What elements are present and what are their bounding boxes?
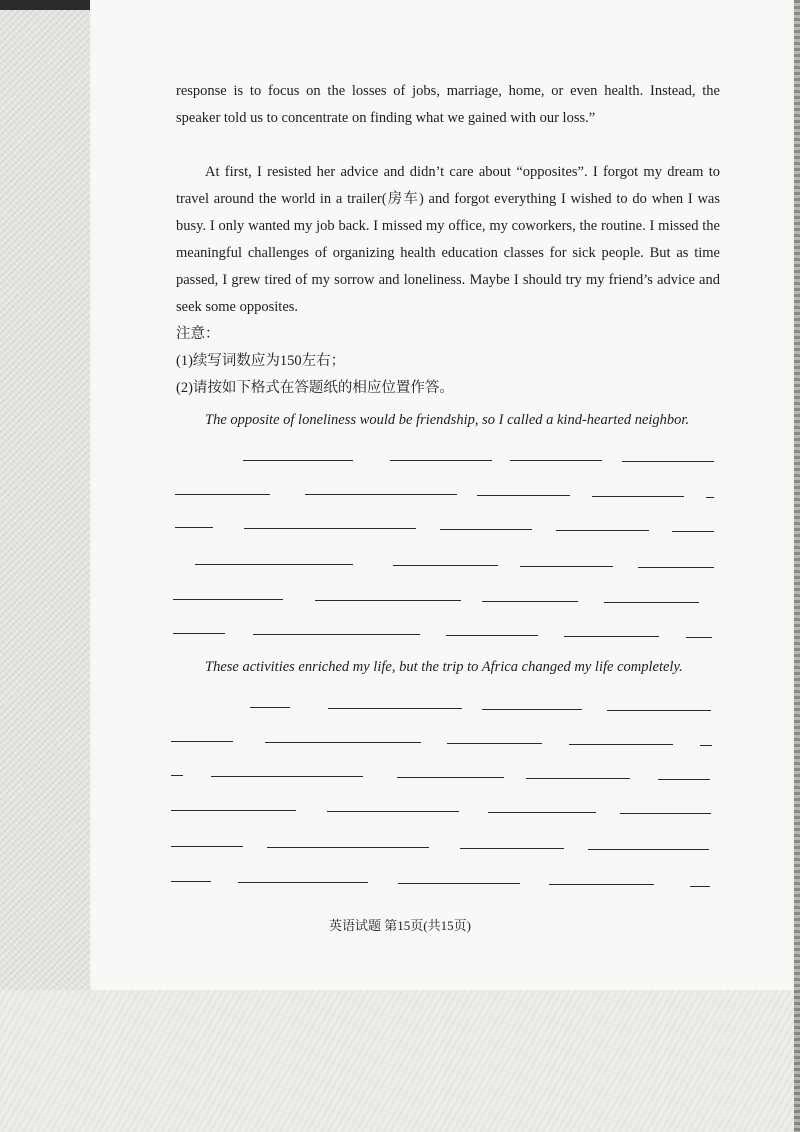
answer-line[interactable] <box>447 743 542 744</box>
answer-line[interactable] <box>398 883 520 884</box>
answer-line[interactable] <box>171 846 243 847</box>
answer-line[interactable] <box>686 637 712 638</box>
answer-line[interactable] <box>638 567 714 568</box>
answer-line[interactable] <box>658 779 710 780</box>
answer-line[interactable] <box>305 494 457 495</box>
answer-line[interactable] <box>510 460 602 461</box>
answer-line[interactable] <box>446 635 538 636</box>
answer-line[interactable] <box>243 460 353 461</box>
answer-line[interactable] <box>588 849 709 850</box>
answer-line[interactable] <box>488 812 596 813</box>
answer-line[interactable] <box>173 599 283 600</box>
continuation-prompt-1: The opposite of loneliness would be friendship, so I called a kind-hearted neighbor. <box>205 412 690 428</box>
notes-title: 注意： <box>176 326 220 342</box>
answer-line[interactable] <box>526 778 630 779</box>
answer-line[interactable] <box>604 602 699 603</box>
answer-line[interactable] <box>520 566 613 567</box>
answer-line[interactable] <box>267 847 429 848</box>
answer-line[interactable] <box>549 884 654 885</box>
answer-line[interactable] <box>690 886 710 887</box>
scan-margin-bottom <box>0 990 800 1132</box>
answer-line[interactable] <box>700 745 712 746</box>
answer-line[interactable] <box>173 633 225 634</box>
passage-paragraph-2: At first, I resisted her advice and didn’t care about “opposites”. I forgot my dream to travel around the world in a trailer(房车) and forgot everything I wished to do when I was busy. I only wanted my job back. I missed my office, my coworkers, the routine. I missed the meaningful challenges of organizing health education classes for sick people. But as time passed, I grew tired of my sorrow and loneliness. Maybe I should try my friend’s advice and seek some opposites. <box>176 164 720 315</box>
answer-line[interactable] <box>672 531 714 532</box>
answer-line[interactable] <box>175 527 213 528</box>
answer-line[interactable] <box>171 881 211 882</box>
answer-line[interactable] <box>171 810 296 811</box>
answer-line[interactable] <box>397 777 504 778</box>
answer-line[interactable] <box>706 497 714 498</box>
continuation-prompt-2: These activities enriched my life, but the trip to Africa changed my life completely. <box>205 659 683 675</box>
scan-top-bar <box>0 0 90 10</box>
answer-line[interactable] <box>460 848 564 849</box>
page-sheet <box>92 0 792 990</box>
answer-line[interactable] <box>253 634 420 635</box>
answer-line[interactable] <box>622 461 714 462</box>
answer-line[interactable] <box>440 529 532 530</box>
answer-line[interactable] <box>482 601 578 602</box>
answer-line[interactable] <box>195 564 353 565</box>
answer-line[interactable] <box>482 709 582 710</box>
answer-line[interactable] <box>564 636 659 637</box>
page-footer: 英语试题 第15页(共15页) <box>329 918 471 933</box>
answer-line[interactable] <box>175 494 270 495</box>
answer-line[interactable] <box>556 530 649 531</box>
answer-line[interactable] <box>607 710 711 711</box>
answer-line[interactable] <box>315 600 461 601</box>
passage-paragraph-1: response is to focus on the losses of jobs, marriage, home, or even health. Instead, the speaker told us to concentrate on finding what we gained with our loss.” <box>176 83 720 126</box>
answer-line[interactable] <box>328 708 462 709</box>
answer-line[interactable] <box>393 565 498 566</box>
answer-line[interactable] <box>569 744 673 745</box>
answer-line[interactable] <box>250 707 290 708</box>
scan-margin-left <box>0 0 90 1132</box>
answer-line[interactable] <box>592 496 684 497</box>
answer-line[interactable] <box>390 460 492 461</box>
answer-line[interactable] <box>244 528 416 529</box>
answer-line[interactable] <box>171 741 233 742</box>
answer-line[interactable] <box>211 776 363 777</box>
answer-line[interactable] <box>327 811 459 812</box>
notes-item-2: (2)请按如下格式在答题纸的相应位置作答。 <box>176 380 454 396</box>
scan-margin-right <box>794 0 800 1132</box>
notes-item-1: (1)续写词数应为150左右； <box>176 353 346 369</box>
answer-line[interactable] <box>238 882 368 883</box>
answer-line[interactable] <box>265 742 421 743</box>
answer-line[interactable] <box>171 775 183 776</box>
answer-line[interactable] <box>477 495 570 496</box>
answer-line[interactable] <box>620 813 711 814</box>
